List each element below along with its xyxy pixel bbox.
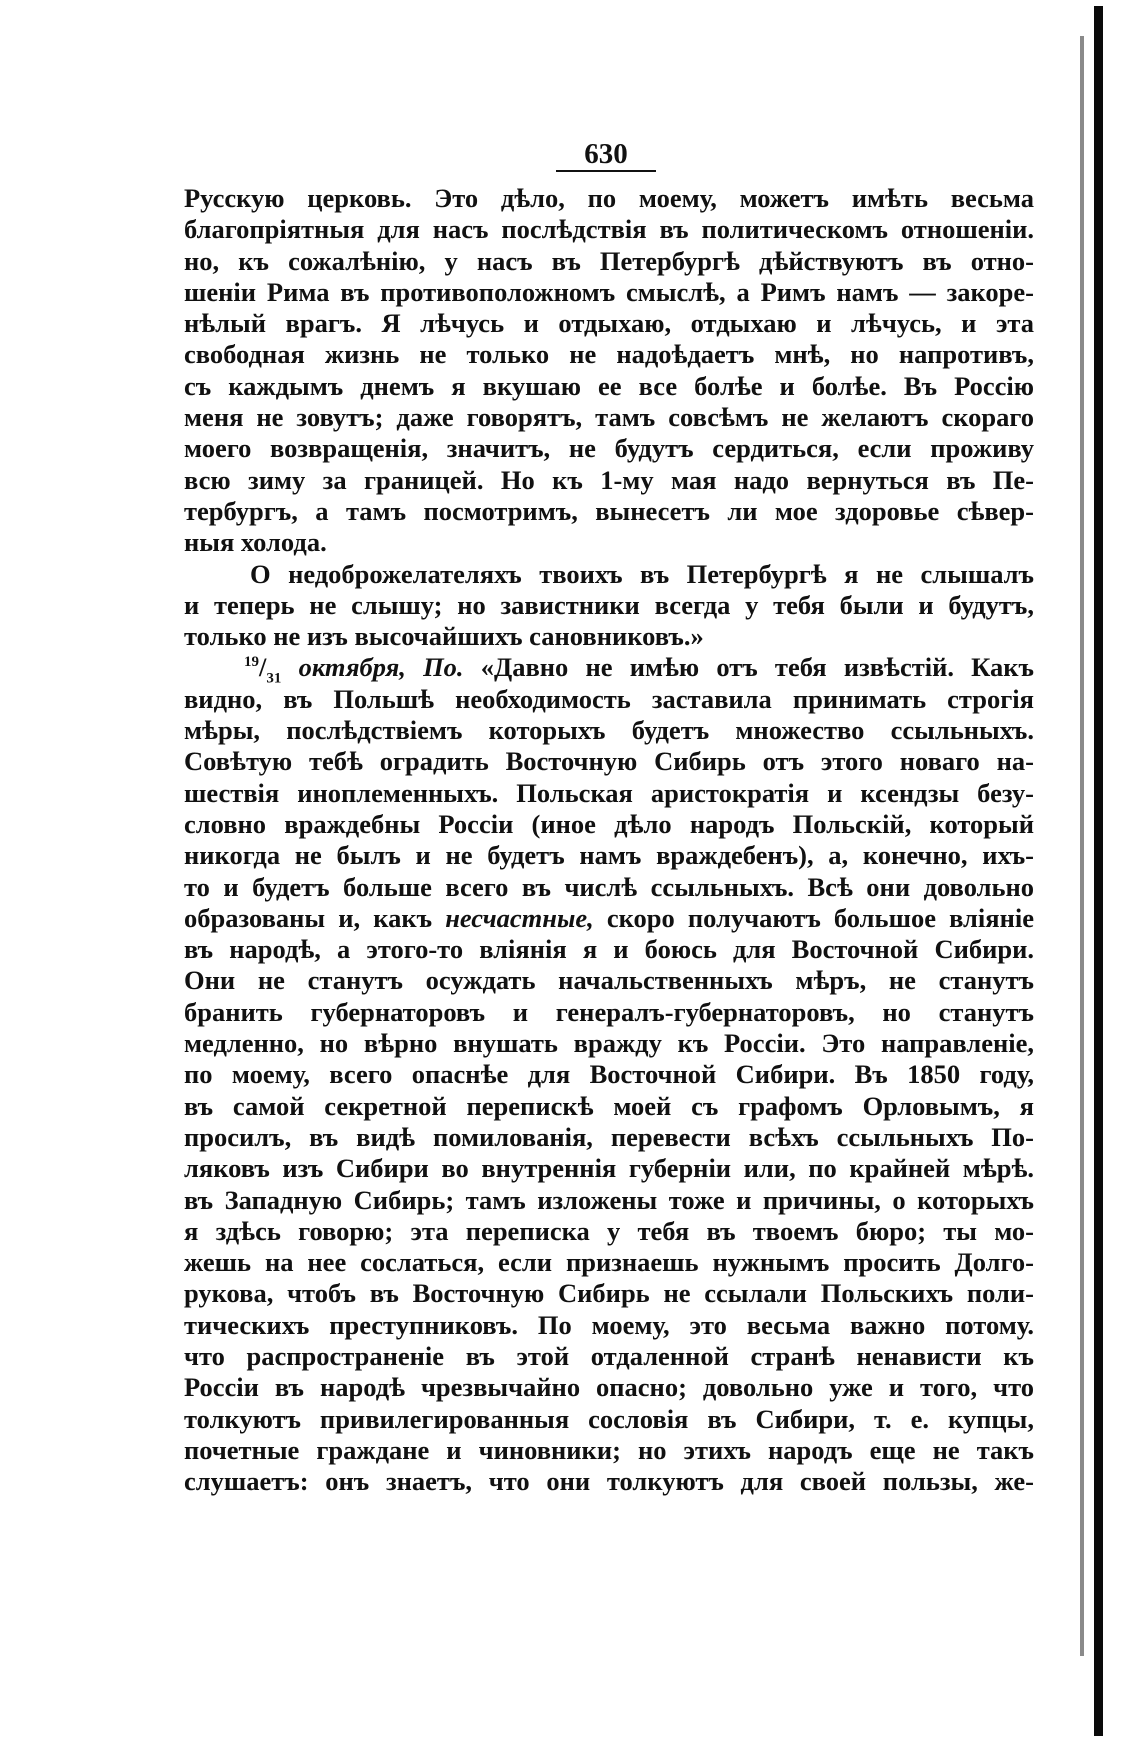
text-span: скоро получаютъ большое вліяніе xyxy=(606,902,1034,933)
text-line: бранить губернаторовъ и генералъ-губернаторовъ, но станутъ xyxy=(184,996,1034,1027)
text-line: тербургъ, а тамъ посмотримъ, вынесетъ ли мое здоровье сѣвер- xyxy=(184,495,1034,526)
text-line: но, къ сожалѣнію, у насъ въ Петербургѣ дѣйствуютъ въ отно- xyxy=(184,245,1034,276)
text-line: почетные граждане и чиновники; но этихъ народъ еще не такъ xyxy=(184,1434,1034,1465)
text-line: въ народѣ, а этого-то вліянія я и боюсь для Восточной Сибири. xyxy=(184,934,1034,965)
text-line: мѣры, послѣдствіемъ которыхъ будетъ множество ссыльныхъ. xyxy=(184,715,1034,746)
italic-word: несчастные, xyxy=(445,902,594,933)
text-line: шествія иноплеменныхъ. Польская аристократія и ксендзы безу- xyxy=(184,777,1034,808)
text-line: нѣлый врагъ. Я лѣчусь и отдыхаю, отдыхаю и лѣчусь, и эта xyxy=(184,308,1034,339)
text-line: свободная жизнь не только не надоѣдаетъ мнѣ, но напротивъ, xyxy=(184,339,1034,370)
text-line: видно, въ Польшѣ необходимость заставила принимать строгія xyxy=(184,683,1034,714)
page-number-rule xyxy=(556,170,656,172)
text-line: словно враждебны Россіи (иное дѣло народъ Польскій, который xyxy=(184,808,1034,839)
text-line: моего возвращенія, значитъ, не будутъ сердиться, если проживу xyxy=(184,433,1034,464)
text-span: образованы и, какъ xyxy=(184,902,433,933)
text-line: Совѣтую тебѣ оградить Восточную Сибирь отъ этого новаго на- xyxy=(184,746,1034,777)
date-place: октября, По. xyxy=(298,652,464,683)
text-line: никогда не былъ и не будетъ намъ враждебенъ), а, конечно, ихъ- xyxy=(184,840,1034,871)
body-text xyxy=(184,183,1034,1497)
text-line: ляковъ изъ Сибири во внутреннія губерніи или, по крайней мѣрѣ. xyxy=(184,1153,1034,1184)
text-line: что распространеніе въ этой отдаленной странѣ ненависти къ xyxy=(184,1340,1034,1371)
text-line: просилъ, въ видѣ помилованія, перевести всѣхъ ссыльныхъ По- xyxy=(184,1121,1034,1152)
text-line: толкуютъ привилегированныя сословія въ Сибири, т. е. купцы, xyxy=(184,1403,1034,1434)
text-line: Они не станутъ осуждать начальственныхъ мѣръ, не станутъ xyxy=(184,965,1034,996)
date-day-old-style: 19 xyxy=(244,654,259,671)
text-line: слушаетъ: онъ знаетъ, что они толкуютъ для своей пользы, же- xyxy=(184,1466,1034,1497)
text-line: по моему, всего опаснѣе для Восточной Сибири. Въ 1850 году, xyxy=(184,1059,1034,1090)
text-line: жешь на нее сослаться, если признаешь нужнымъ просить Долго- xyxy=(184,1247,1034,1278)
text-line: въ Западную Сибирь; тамъ изложены тоже и причины, о которыхъ xyxy=(184,1184,1034,1215)
paragraph-first-line: О недоброжелателяхъ твоихъ въ Петербургѣ я не слышалъ xyxy=(250,558,1034,589)
date-day-new-style: 31 xyxy=(266,670,282,687)
text-line: всю зиму за границей. Но къ 1-му мая надо вернуться въ Пе- xyxy=(184,464,1034,495)
text-line: меня не зовутъ; даже говорятъ, тамъ совсѣмъ не желаютъ скораго xyxy=(184,402,1034,433)
dated-entry-line: $^{19}/_{31}$ октября, По. «Давно не имѣю отъ тебя извѣстій. Какъ xyxy=(244,652,1035,687)
text-line xyxy=(184,903,1034,934)
letter-opening: «Давно не имѣю отъ тебя извѣстій. Какъ xyxy=(480,652,1035,683)
text-line: въ самой секретной перепискѣ моей съ графомъ Орловымъ, я xyxy=(184,1090,1034,1121)
text-line: только не изъ высочайшихъ сановниковъ.» xyxy=(184,621,704,652)
text-line: Русскую церковь. Это дѣло, по моему, можетъ имѣть весьма xyxy=(184,183,1034,213)
page-number: 630 xyxy=(584,138,628,170)
text-line: ныя холода. xyxy=(184,527,327,558)
text-line: благопріятныя для насъ послѣдствія въ политическомъ отношеніи. xyxy=(184,214,1034,245)
text-line: я здѣсь говорю; эта переписка у тебя въ твоемъ бюро; ты мо- xyxy=(184,1215,1034,1246)
text-line: тическихъ преступниковъ. По моему, это весьма важно потому. xyxy=(184,1309,1034,1340)
text-line: Россіи въ народѣ чрезвычайно опасно; довольно уже и того, что xyxy=(184,1372,1034,1403)
text-line: и теперь не слышу; но завистники всегда у тебя были и будутъ, xyxy=(184,589,1034,620)
text-line: съ каждымъ днемъ я вкушаю ее все болѣе и болѣе. Въ Россію xyxy=(184,370,1034,401)
text-line: рукова, чтобъ въ Восточную Сибирь не ссылали Польскихъ поли- xyxy=(184,1278,1034,1309)
text-line: медленно, но вѣрно внушать вражду къ Россіи. Это направленіе, xyxy=(184,1028,1034,1059)
text-line: шеніи Рима въ противоположномъ смыслѣ, а Римъ намъ — закоре- xyxy=(184,276,1034,307)
text-line: то и будетъ больше всего въ числѣ ссыльныхъ. Всѣ они довольно xyxy=(184,871,1034,902)
page-edge-border xyxy=(1094,6,1103,1736)
